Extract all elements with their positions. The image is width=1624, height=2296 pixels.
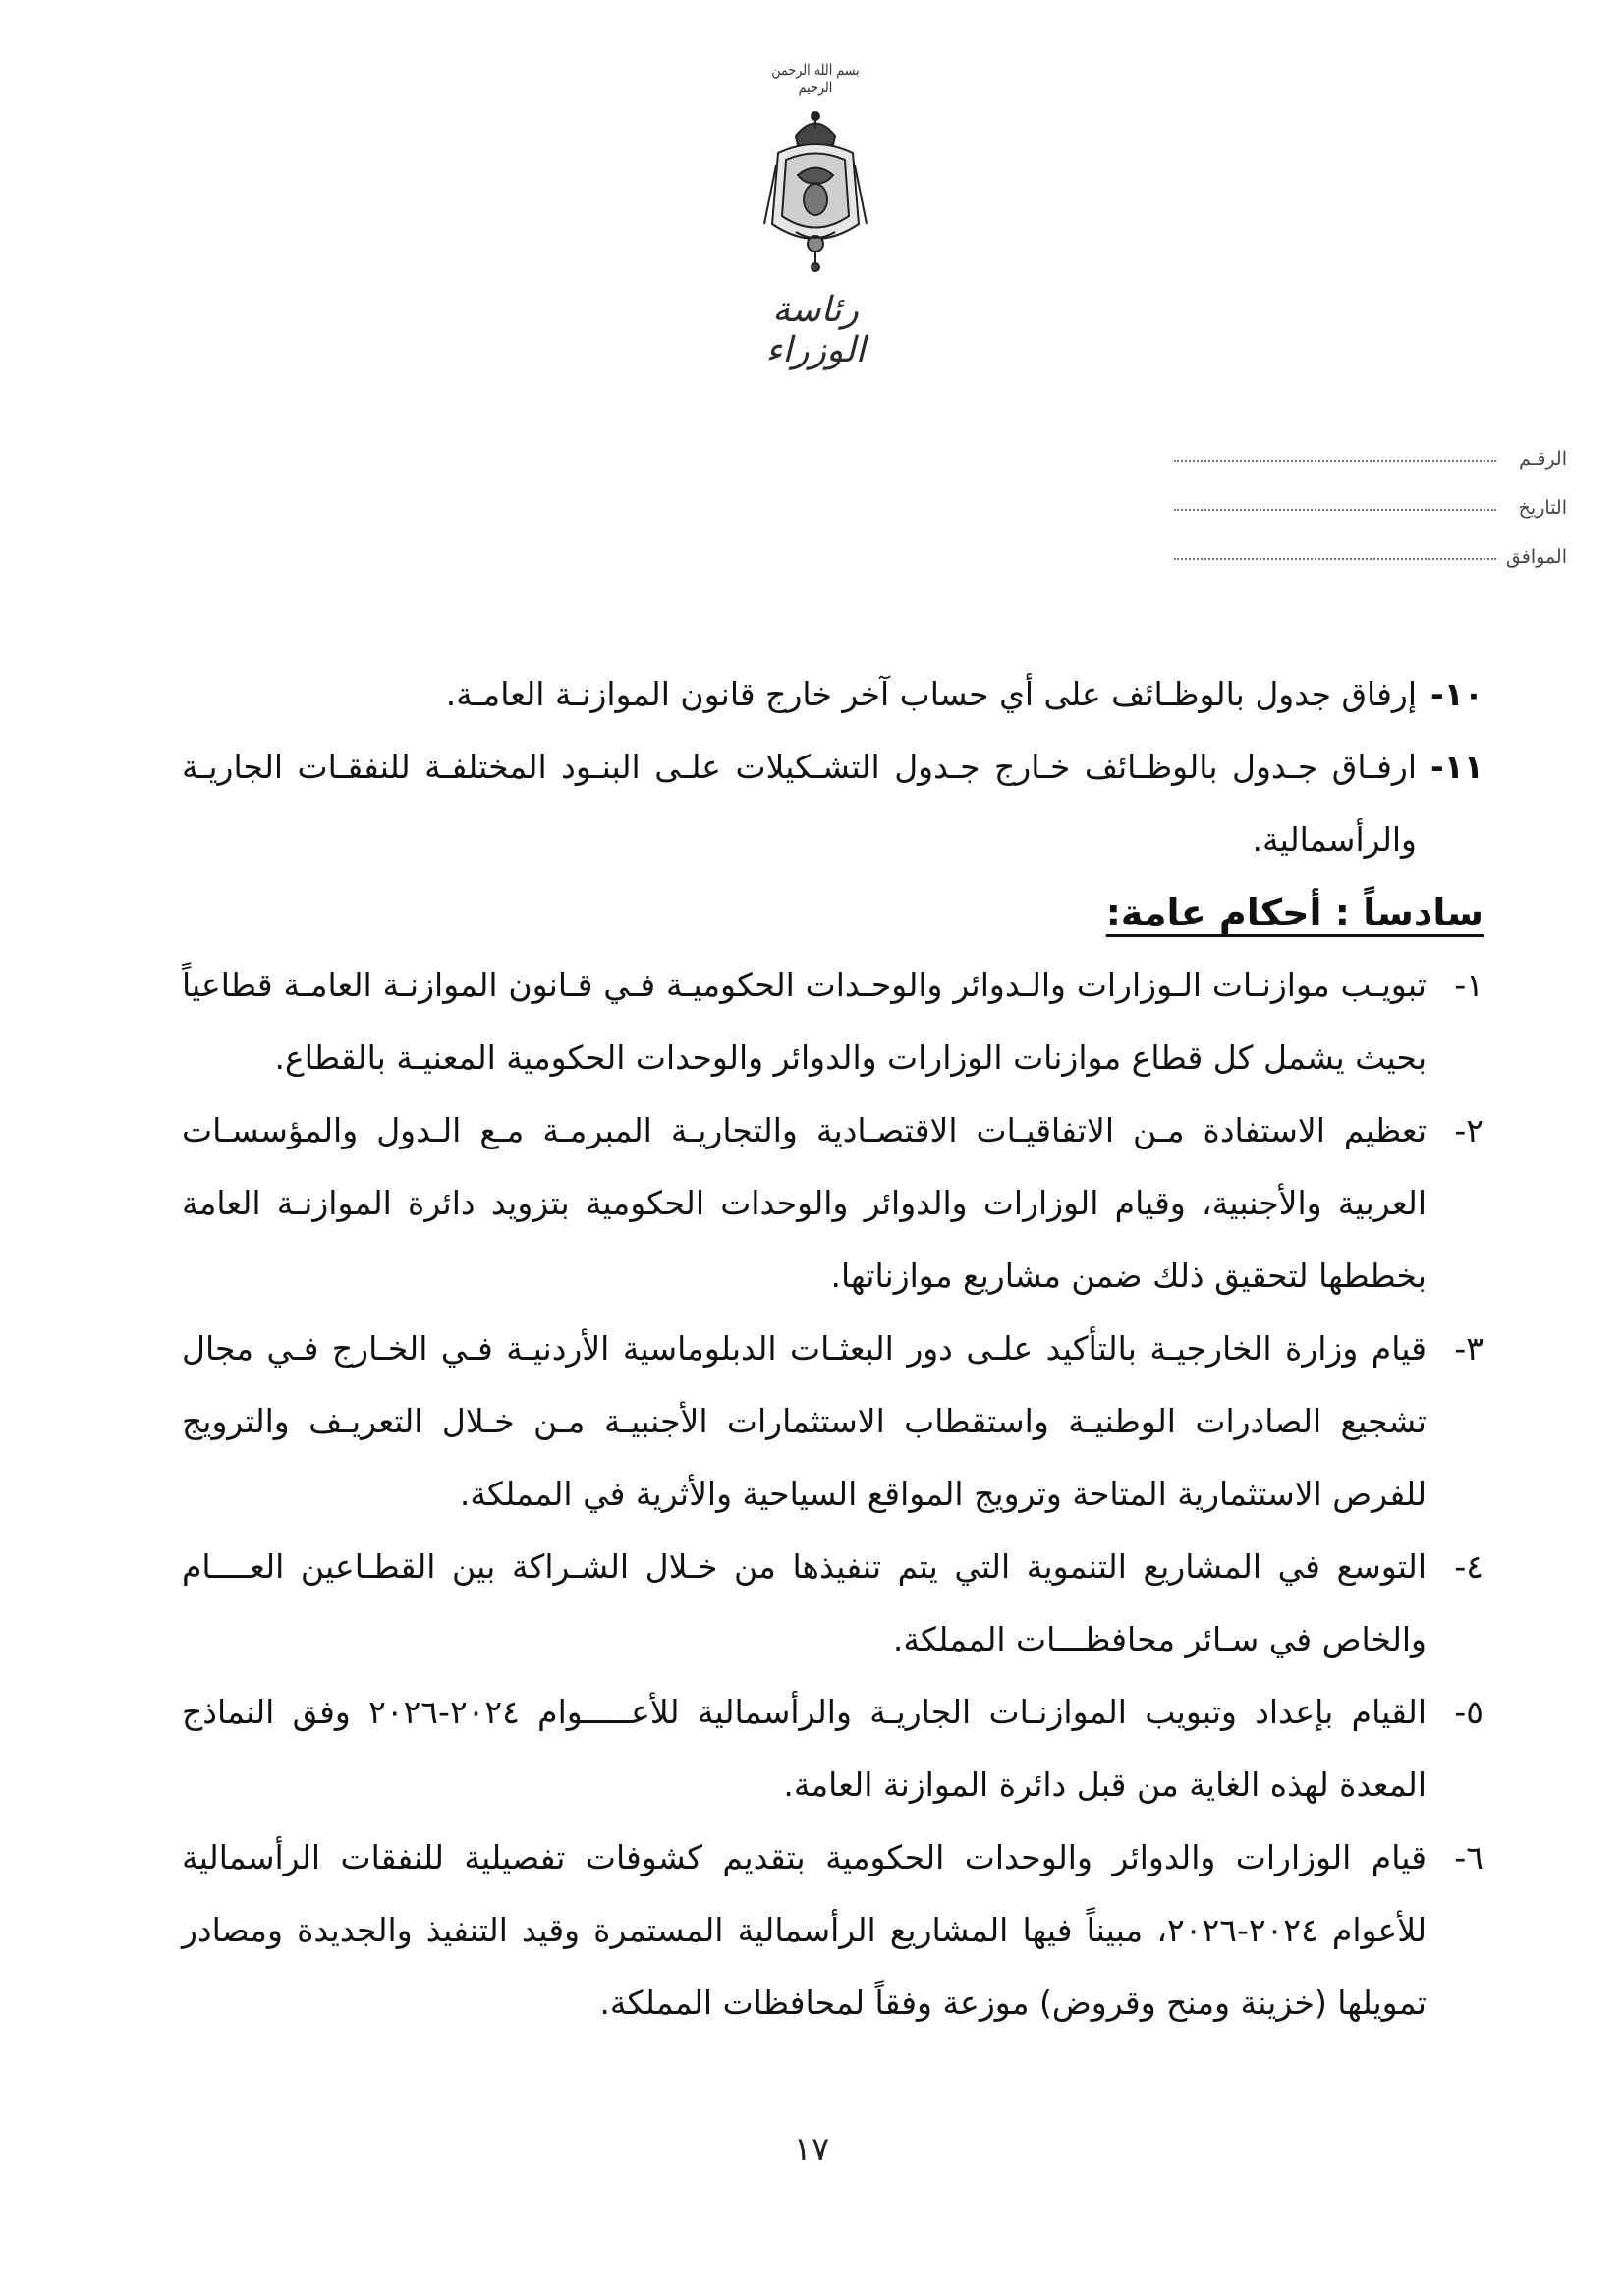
list-item (182, 949, 1484, 1094)
list-item (182, 731, 1484, 876)
document-body (182, 658, 1484, 2040)
item-text: قيام الوزارات والدوائر والوحدات الحكومية بتقديم كشوفات تفصيلية للنفقات الرأسمالية للأعوام ٢٠٢٤-٢٠٢٦، مبيناً فيها المشاريع الرأسمالية المستمرة وقيد التنفيذ والجديدة ومصادر تمويلها (خزينة ومنح وقروض) موزعة وفقاً لمحافظات المملكة. (182, 1838, 1427, 2022)
reference-date-label: التاريخ (1518, 497, 1567, 519)
item-number: ٦- (1454, 1838, 1484, 1876)
item-text: التوسع في المشاريع التنموية التي يتم تنفيذها من خـلال الشـراكة بين القطـاعين العــــام والخاص في سـائر محافظـــات المملكة. (182, 1547, 1427, 1658)
reference-corresponding-row (1174, 519, 1567, 568)
reference-fields (1174, 420, 1567, 568)
item-text: القيام بإعداد وتبويب الموازنـات الجاريـة والرأسمالية للأعـــــوام ٢٠٢٤-٢٠٢٦ وفق النماذج المعدة لهذه الغاية من قبل دائرة الموازنة العامة. (182, 1693, 1427, 1804)
list-item (182, 1821, 1484, 2040)
reference-date-row (1174, 470, 1567, 519)
item-text: ارفـاق جـدول بالوظـائف خـارج جـدول التشـكيلات علـى البنـود المختلفـة للنفقـات الجاريـة والرأسمالية. (182, 748, 1417, 859)
item-number: ٢- (1454, 1111, 1484, 1149)
reference-corresponding-line (1174, 557, 1496, 560)
reference-number-label: الرقـم (1519, 448, 1567, 470)
list-item (182, 1676, 1484, 1821)
item-text: تبويـب موازنـات الـوزارات والـدوائر والوحـدات الحكوميـة فـي قـانون الموازنـة العامـة قطاعياً بحيث يشمل كل قطاع موازنات الوزارات والدوائر والوحدات الحكومية المعنيـة بالقطاع. (182, 966, 1427, 1077)
section-heading: سادساً : أحكام عامة: (1105, 891, 1484, 934)
item-number: ٤- (1454, 1547, 1484, 1586)
item-text: قيام وزارة الخارجيـة بالتأكيد علـى دور البعثـات الدبلوماسية الأردنيـة فـي الخـارج فـي مجال تشجيع الصادرات الوطنيـة واستقطاب الاستثمارات الأجنبيـة مـن خـلال التعريـف والترويج للفرص الاستثمارية المتاحة وترويج المواقع السياحية والأثرية في المملكة. (182, 1329, 1427, 1513)
reference-number-line (1174, 459, 1496, 462)
basmala-calligraphy: بسم الله الرحمن الرحيم (771, 61, 860, 96)
item-number: ١١- (1430, 748, 1484, 786)
list-item (182, 1313, 1484, 1531)
list-item (182, 1094, 1484, 1313)
item-number: ١- (1454, 966, 1484, 1004)
page-number: ١٧ (793, 2130, 830, 2169)
reference-number-row (1174, 420, 1567, 470)
reference-corresponding-label: الموافق (1505, 546, 1567, 568)
jordan-coat-of-arms-icon (756, 106, 874, 273)
office-name-calligraphy: رئاسة الوزراء (765, 290, 866, 370)
list-item (182, 1531, 1484, 1676)
item-number: ٥- (1454, 1693, 1484, 1731)
item-text: إرفاق جدول بالوظـائف على أي حساب آخر خارج قانون الموازنـة العامـة. (445, 675, 1417, 713)
item-number: ١٠- (1430, 675, 1484, 713)
item-number: ٣- (1454, 1329, 1484, 1368)
list-item (182, 658, 1484, 731)
reference-date-line (1174, 508, 1496, 511)
item-text: تعظيم الاستفادة مـن الاتفاقيـات الاقتصـادية والتجاريـة المبرمـة مـع الـدول والمؤسسـات العربية والأجنبية، وقيام الوزارات والدوائر والوحدات الحكومية بتزويد دائرة الموازنـة العامة بخططها لتحقيق ذلك ضمن مشاريع موازناتها. (182, 1111, 1427, 1295)
